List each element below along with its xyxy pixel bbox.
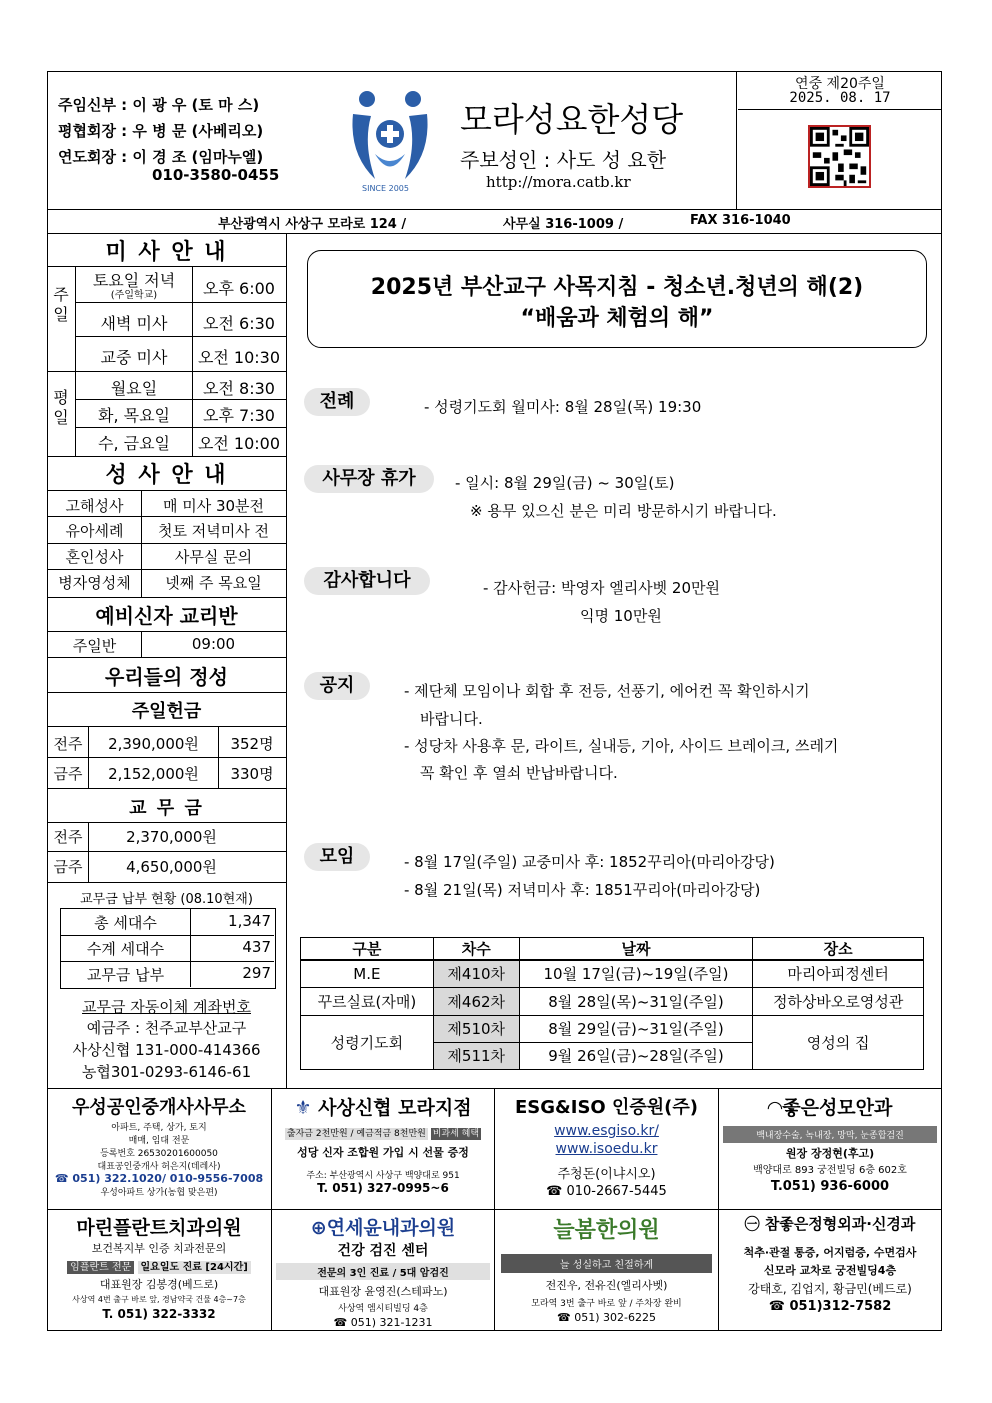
table-cell: 제462차 — [433, 987, 519, 1015]
logo-since: SINCE 2005 — [362, 184, 409, 193]
retreat-table — [300, 937, 924, 1070]
table-header-row — [301, 938, 924, 961]
ad-line: 보건복지부 인증 치과전문의 — [91, 1242, 227, 1255]
headline-title: 2025년 부산교구 사목지침 - 청소년.청년의 해(2) — [370, 275, 864, 300]
ad-internal-medicine[interactable] — [272, 1213, 494, 1329]
ad-esg-iso[interactable] — [495, 1093, 718, 1199]
sacrament-section-title: 성 사 안 내 — [105, 463, 228, 488]
issue-date: 2025. 08. 17 — [789, 90, 891, 106]
ad-title: 늘봄한의원 — [553, 1217, 660, 1243]
offering-this-count: 330명 — [230, 765, 274, 783]
dues-baptized-households-value: 437 — [242, 938, 271, 956]
ad-orthopedics[interactable] — [719, 1213, 941, 1314]
ad-title: 참좋은정형외과·신경과 — [764, 1215, 916, 1233]
ad-eye-clinic[interactable] — [719, 1093, 941, 1194]
dues-last-week: 전주 — [53, 828, 83, 846]
ad-title-wrap — [272, 1213, 494, 1240]
section-notice-title: 공지 — [304, 672, 370, 700]
ad-title: 사상신협 모라지점 — [318, 1097, 472, 1119]
table-cell: 8월 28일(목)~31일(주일) — [519, 987, 753, 1015]
table-cell: 영성의 집 — [753, 1015, 924, 1069]
ad-title: 좋은성모안과 — [782, 1097, 893, 1119]
qr-code-icon[interactable] — [808, 125, 871, 188]
ad-line: 비과세 혜택 — [432, 1129, 480, 1139]
meeting-line: - 8월 21일(목) 저녁미사 후: 1851꾸리아(마리아강당) — [404, 881, 761, 899]
sacrament-confession: 고해성사 — [65, 497, 124, 515]
table-cell: 마리아피정센터 — [753, 960, 924, 987]
offering-section-title: 우리들의 정성 — [105, 665, 228, 689]
church-address: 부산광역시 사상구 모라로 124 / — [218, 217, 407, 232]
table-cell: M.E — [301, 960, 434, 987]
patron-saint: 주보성인 : 사도 성 요한 — [460, 148, 667, 172]
ad-oriental-medicine[interactable] — [495, 1213, 718, 1324]
notice-line: 바랍니다. — [420, 710, 483, 728]
table-row — [301, 987, 924, 1015]
ad-line: 백양대로 893 궁전빌딩 6층 602호 — [753, 1165, 907, 1176]
weekday-label: 평일 — [53, 388, 69, 427]
ad-title-wrap — [272, 1093, 494, 1120]
table-header: 차수 — [433, 938, 519, 961]
ad-line: 대표원장 김봉경(베드로) — [99, 1278, 219, 1291]
table-cell: 9월 26일(금)~28일(주일) — [519, 1042, 753, 1069]
ad-line: ☎ 051) 302-6225 — [557, 1311, 656, 1324]
ad-line: 사상역 엠시티빌딩 4층 — [338, 1304, 428, 1314]
ad-line: T.051) 936-6000 — [770, 1179, 890, 1194]
ad-line: ☎ 010-2667-5445 — [546, 1184, 667, 1199]
table-cell: 제410차 — [433, 960, 519, 987]
dues-title: 교 무 금 — [129, 798, 204, 819]
thanks-line: - 감사헌금: 박영자 엘리사벳 20만원 — [483, 579, 720, 597]
mass-section-title: 미 사 안 내 — [105, 240, 228, 265]
mass-wed-fri: 수, 금요일 — [98, 434, 170, 453]
dues-paid-households-value: 297 — [242, 964, 271, 982]
dues-total-households-value: 1,347 — [228, 912, 271, 930]
dues-last-amount: 2,370,000원 — [126, 828, 217, 846]
ad-line: ☎ 051) 322.1020/ 010-9556-7008 — [54, 1172, 264, 1185]
section-thanks-title: 감사합니다 — [304, 567, 430, 595]
ad-line: 원장 장정현(후고) — [785, 1147, 875, 1160]
table-header: 장소 — [753, 938, 924, 961]
mass-main: 교중 미사 — [100, 348, 168, 367]
mass-saturday: 토요일 저녁 — [92, 271, 176, 290]
table-row — [301, 1015, 924, 1042]
issue-week: 연중 제20주일 — [795, 76, 885, 92]
ad-line: 성당 신자 조합원 가입 시 선물 증정 — [297, 1146, 469, 1159]
office-note: ※ 용무 있으신 분은 미리 방문하시기 바랍니다. — [470, 502, 777, 520]
sacrament-confession-value: 매 미사 30분전 — [162, 497, 265, 515]
mass-saturday-time: 오후 6:00 — [203, 279, 275, 298]
office-line: - 일시: 8월 29일(금) ~ 30일(토) — [455, 474, 675, 492]
ad-link[interactable]: www.esgiso.kr/ — [554, 1123, 659, 1139]
table-cell: 정하상바오로영성관 — [753, 987, 924, 1015]
table-cell: 꾸르실료(자매) — [301, 987, 434, 1015]
mass-monday: 월요일 — [110, 379, 158, 398]
meeting-line: - 8월 17일(주일) 교중미사 후: 1852꾸리아(마리아강당) — [404, 853, 775, 871]
table-cell: 제511차 — [433, 1042, 519, 1069]
eye-clinic-logo-icon: ◠ — [767, 1097, 783, 1119]
table-cell: 8월 29일(금)~31일(주일) — [519, 1015, 753, 1042]
ad-line: 전진우, 전유진(엘리사벳) — [545, 1279, 668, 1292]
ad-line: 출자금 2천만원 / 예금적금 8천만원 — [286, 1129, 426, 1139]
orthopedics-logo-icon: ㊀ — [744, 1215, 760, 1233]
staff-item: 주임신부 : 이 광 우 (토 마 스) — [58, 96, 260, 114]
ad-line: 대표공인중개사 허은지(데레사) — [97, 1162, 221, 1172]
ad-title: ESG&ISO 인증원(주) — [515, 1097, 698, 1118]
ad-dental[interactable] — [48, 1213, 270, 1321]
mass-tue-thu: 화, 목요일 — [98, 406, 170, 425]
ad-line: 주청돈(이냐시오) — [557, 1167, 656, 1182]
offering-last-count: 352명 — [230, 735, 274, 753]
ad-line: 등록번호 26530201600050 — [100, 1149, 218, 1159]
catechumen-section-title: 예비신자 교리반 — [95, 604, 238, 628]
ad-credit-union[interactable] — [272, 1093, 494, 1195]
table-cell: 10월 17일(금)~19일(주일) — [519, 960, 753, 987]
ad-line-wrap — [48, 1258, 270, 1273]
ad-title: 연세윤내과의원 — [326, 1217, 456, 1239]
notice-line: - 제단체 모임이나 회합 후 전등, 선풍기, 에어컨 꼭 확인하시기 — [404, 682, 810, 700]
ad-line: 주소: 부산광역시 사상구 백양대로 951 — [306, 1171, 460, 1181]
staff-item: 연도회장 : 이 경 조 (임마누엘) — [58, 148, 264, 166]
autopay-title: 교무금 자동이체 계좌번호 — [82, 998, 251, 1016]
staff-item: 평협회장 : 우 병 문 (사베리오) — [58, 122, 264, 140]
mass-main-time: 오전 10:30 — [197, 348, 281, 367]
autopay-account-shinhyup: 사상신협 131-000-414366 — [72, 1041, 261, 1059]
church-name: 모라성요한성당 — [460, 100, 684, 139]
ad-realestate[interactable] — [48, 1093, 270, 1198]
office-phone: 사무실 316-1009 / — [503, 217, 624, 232]
autopay-account-nonghyup: 농협301-0293-6146-61 — [81, 1063, 252, 1081]
sacrament-sick: 병자영성체 — [58, 574, 131, 592]
ad-line: 신모라 교차로 궁전빌딩4층 — [763, 1264, 897, 1277]
mass-wed-fri-time: 오전 10:00 — [197, 434, 281, 453]
dues-this-amount: 4,650,000원 — [126, 858, 217, 876]
mass-saturday-sub: (주일학교) — [110, 290, 158, 301]
sacrament-marriage: 혼인성사 — [65, 548, 124, 566]
mass-dawn-time: 오전 6:30 — [203, 314, 275, 333]
liturgy-line: - 성령기도회 월미사: 8월 28일(목) 19:30 — [424, 398, 702, 416]
ad-line: 건강 검진 센터 — [337, 1243, 429, 1259]
sacrament-sick-value: 넷째 주 목요일 — [165, 574, 262, 592]
notice-line: - 성당차 사용후 문, 라이트, 실내등, 기아, 사이드 브레이크, 쓰레기 — [404, 737, 839, 755]
offering-this-amount: 2,152,000원 — [108, 765, 199, 783]
ad-link[interactable]: www.isoedu.kr — [555, 1141, 658, 1157]
table-cell: 제510차 — [433, 1015, 519, 1042]
ad-line: 대표원장 윤영진(스테파노) — [318, 1285, 448, 1298]
catechumen-time: 09:00 — [191, 635, 236, 653]
church-logo-icon — [345, 84, 435, 194]
dues-baptized-households: 수계 세대수 — [86, 940, 165, 958]
mass-monday-time: 오전 8:30 — [203, 379, 275, 398]
offering-this-week: 금주 — [53, 765, 83, 783]
section-meeting-title: 모임 — [304, 843, 370, 871]
sacrament-baptism: 유아세례 — [65, 522, 124, 540]
table-row — [301, 960, 924, 987]
offering-last-week: 전주 — [53, 735, 83, 753]
mass-tue-thu-time: 오후 7:30 — [203, 406, 275, 425]
table-header: 날짜 — [519, 938, 753, 961]
autopay-holder: 예금주 : 천주교부산교구 — [86, 1019, 247, 1037]
staff-list — [58, 92, 263, 170]
ad-line: 일요일도 진료 [24시간] — [138, 1261, 251, 1274]
ad-line: T. 051) 327-0995~6 — [317, 1181, 449, 1195]
dues-total-households: 총 세대수 — [94, 914, 157, 932]
ad-line: T. 051) 322-3332 — [102, 1307, 216, 1321]
ad-line: 모라역 3번 출구 바로 앞 / 주차장 완비 — [531, 1299, 682, 1309]
medical-logo-icon: ⊕ — [310, 1217, 327, 1239]
table-header: 구분 — [301, 938, 434, 961]
ad-title: 마린플란트치과의원 — [76, 1217, 242, 1239]
ad-line: 강태호, 김업지, 황금민(베드로) — [748, 1282, 912, 1296]
ad-line: 매매, 임대 전문 — [128, 1136, 190, 1146]
ad-line: ☎ 051) 321-1231 — [333, 1316, 433, 1329]
dues-status-title: 교무금 납부 현황 (08.10현재) — [80, 892, 253, 907]
sacrament-marriage-value: 사무실 문의 — [174, 548, 253, 566]
church-url[interactable]: http://mora.catb.kr — [486, 173, 631, 191]
ad-line: 우성아파트 상가(농협 맞은편) — [100, 1188, 218, 1198]
mass-dawn: 새벽 미사 — [100, 314, 168, 333]
ad-title-wrap — [719, 1093, 941, 1120]
sacrament-baptism-value: 첫토 저녁미사 전 — [158, 522, 269, 540]
dues-this-week: 금주 — [53, 858, 83, 876]
offering-last-amount: 2,390,000원 — [108, 735, 199, 753]
notice-line: 꼭 확인 후 열쇠 반납바랍니다. — [420, 764, 618, 782]
ad-line: 아파트, 주택, 상가, 토지 — [111, 1123, 207, 1133]
dues-paid-households: 교무금 납부 — [86, 966, 165, 984]
headline-subtitle: “배움과 체험의 해” — [520, 306, 714, 331]
credit-union-logo-icon: ⚜ — [294, 1097, 312, 1119]
ad-line: 임플란트 전문 — [67, 1261, 134, 1274]
ad-line: 백내장수술, 녹내장, 망막, 눈종합검진 — [723, 1126, 937, 1143]
sunday-label: 주일 — [53, 285, 69, 324]
ad-line: ☎ 051)312-7582 — [768, 1299, 892, 1314]
section-liturgy-title: 전례 — [304, 388, 370, 416]
section-office-title: 사무장 휴가 — [304, 465, 434, 493]
ad-title-wrap — [719, 1213, 941, 1234]
ad-title: 우성공인중개사사무소 — [72, 1097, 246, 1118]
ad-line-wrap — [272, 1126, 494, 1139]
ad-line: 전문의 3인 진료 / 5대 암검진 — [276, 1263, 490, 1280]
thanks-anonymous: 익명 10만원 — [580, 607, 662, 625]
ad-line: 척추·관절 통증, 어지럼증, 수면검사 — [743, 1246, 917, 1259]
ad-line: 사상역 4번 출구 바로 앞, 경남약국 건물 4층~7층 — [72, 1295, 246, 1304]
catechumen-class: 주일반 — [72, 637, 117, 655]
fax-number: FAX 316-1040 — [690, 213, 791, 228]
staff-phone: 010-3580-0455 — [152, 166, 280, 184]
sunday-offering-title: 주일헌금 — [131, 701, 202, 722]
ad-line: 늘 성실하고 친절하게 — [501, 1254, 712, 1273]
table-cell: 성령기도회 — [301, 1015, 434, 1069]
